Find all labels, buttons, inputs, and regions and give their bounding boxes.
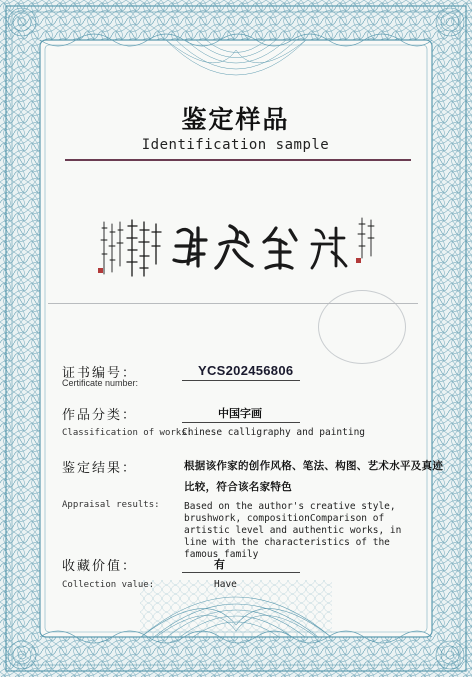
calligraphy-artwork [90,210,390,290]
seal-watermark [318,290,406,364]
certificate-number-label-en: Certificate number: [62,378,139,388]
title-divider [65,159,411,161]
title-block [58,104,413,153]
classification-value-cn: 中国字画 [218,407,262,420]
appraisal-value-cn: 根据该作家的创作风格、笔法、构图、艺术水平及真迹比较，符合该名家特色 [184,460,444,493]
page-subtitle: Identification sample [141,137,330,153]
page-title: 鉴定样品 [181,105,290,134]
classification-underline [182,422,300,423]
certificate-number-label-cn: 证书编号： [62,366,138,381]
classification-value-en: Chinese calligraphy and painting [182,427,366,438]
classification-label-cn: 作品分类： [62,408,138,423]
certificate-number-value: YCS202456806 [198,363,294,378]
collection-value-en: Have [214,579,237,590]
collection-value-underline [182,572,300,573]
collection-value-cn: 有 [214,558,225,571]
classification-label-en: Classification of works: [62,428,193,438]
collection-value-label-cn: 收藏价值： [62,559,138,574]
appraisal-label-cn: 鉴定结果： [62,461,138,476]
collection-value-label-en: Collection value: [62,580,155,590]
appraisal-value-en: Based on the author's creative style, brushwork, compositionComparison of artistic level and authentic works, in line with the characteristics of the famous family [184,501,402,560]
appraisal-label-en: Appraisal results: [62,500,160,510]
certificate-number-underline [182,380,300,381]
artwork-divider [48,303,418,304]
